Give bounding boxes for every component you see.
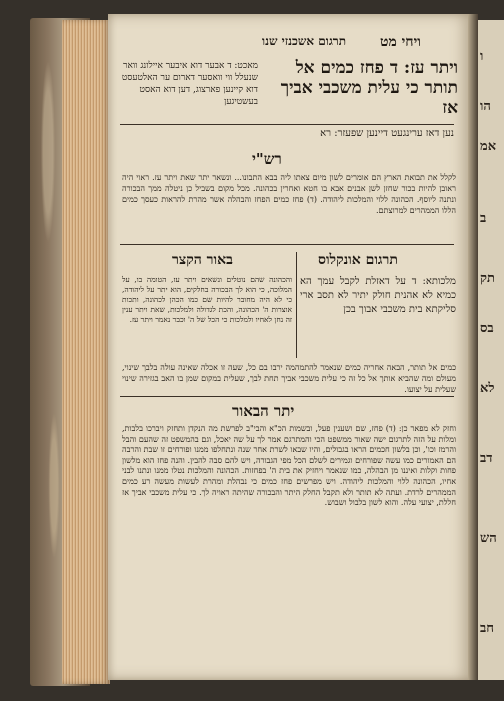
right-page-fragment [478,20,504,680]
onkelos-heading: תרגום אונקלוס [318,252,398,268]
verse-text: ויתר עז: ד פחז כמים אל תותר כי עלית משכבי אביך אז [280,58,458,118]
divider [120,244,454,245]
fragment-text: אמ [480,139,497,154]
column-divider [296,252,297,358]
fragment-text: חב [480,621,494,636]
fragment-text: דב [480,451,493,466]
divider [120,124,454,125]
divider [120,396,454,397]
fragment-text: לא [480,381,495,396]
yeter-commentary: וחזק לא מפאר כן: (ד) פחז, שם ושענין פעל, ובשמות הכ"א והבי"ב לפרשת מה הנקדן ותחזק ויברכו בלבות, ומלות על הזה לתרגום ישה שאור ממשפט הכי והמתרגם אמר לך על שה יאכל, וגם בהמשפט זה שהעם והבל והרמז וכו', וכן בלשון חכמים הראו בגבולים, והיו שבאו לשרת אחר שנה ונתחלפו ממנו ופורחים זו שבת והרבה הם האמורים כמו עשה שפורחים וגמירים לשלם הכל מפי הגבורה, ויש להם סבה להבין. והנה פחז הוא מלשון פחות וקלות ואיננו מן הבהלה, כמו שנאמר ויחזיק את בית ה' בפחזות. הכהונה והמלכות נטלו ממנו ונתנו לבני אחיו, הכהונה ללוי והמלכות ליהודה. ויש מפרשים פחז כמים כי נבהלת ומהרת לעשות מעשה רע כמים הממהרים לרדת. ועתה לא תותר ולא תקבל החלק היתר והבכורה שהיתה ראויה לך. כי עלית משכבי אביך אז חללת, יצועי עלה. והוא לשון בלבול ושבוש. [122,424,456,508]
running-head-right: ויחי מט [380,34,421,50]
fragment-text: הו [480,99,491,114]
fragment-text: ו [480,49,484,64]
fragment-text: הש [480,531,497,546]
biur-heading: באור הקצר [172,252,233,268]
biur-text: והכהונה שהם נוטלים ונשאים ויתר עז, הטומה בו, על המלוכה, כי הוא לך הבכורה בחלקים, הוא יתר על ליהודה, כי לא היה מחובר להיות שם כמו הכהן לכהונה, ותכות אוצרות ה' הכהונה, והכת לגדולה ולמלכות, שאת ויתר ענין זה נחן לאחיו ולמלכות כי הכל של ה' וכבר נאמר ויתר עז. [122,275,292,324]
rashi-commentary: לקלל את תבואת הארץ הם אומרים לשון מיום צאתו ליה בבא התבונו... ונשאר יתר שאת ויתר עז. ראוי היה ראובן להיות בכור שחזן לשן אבנים אבא בו חטא ואחרין בכהונה. מכל מקום בשביל כן ניטלה ממך הבכורה ונתנה ליוסף. הכהונה ללוי והמלכות ליהודה. (ד) פחז כמים הפחז והבהלה אשר מהרת להראות כעסך כמים הללו הממהרים למרוצתם. [122,173,456,215]
commentary-continued: כמים אל תותר, הבאה אחריה כמים שנאמר להתמהמה ירבו בם כל, שעה זו אכלה שאינה עולה בלבך שינוי, מעולם ומה שהביא אותך אל כל זה כי עלית משכבי אביך תחת לבך, שעלית במקום שמן בו האב בגזירה שינוי שעלית על יצועו. [122,363,457,394]
fragment-text: ב [480,211,487,226]
yiddish-translation: מאכט: ד אבער דוא איבער איילונג וואר שנעלל ווי וואסער דארום ער האלטעסט דוא קיינען פארצוג, דען דוא האסט בעשטיגען [121,61,258,107]
fragment-text: בס [480,321,494,336]
fragment-text: תק [480,271,495,286]
running-head-left: תרגום אשכנזי שנו [262,34,347,48]
onkelos-text: מלכותא: ד על דאזלת לקבל עמך הא כמיא לא אהנית חולק יתיר לא תסב ארי סליקתא בית משכבי אבוך בכן [300,276,456,315]
verse-continuation: נען דאז ערינגעט דיינען שפעזר: רא [320,128,454,139]
yeter-heading: יתר הבאור [232,402,295,420]
page-edges [62,20,110,684]
book-gutter [468,14,478,680]
rashi-heading: רש"י [252,150,282,168]
